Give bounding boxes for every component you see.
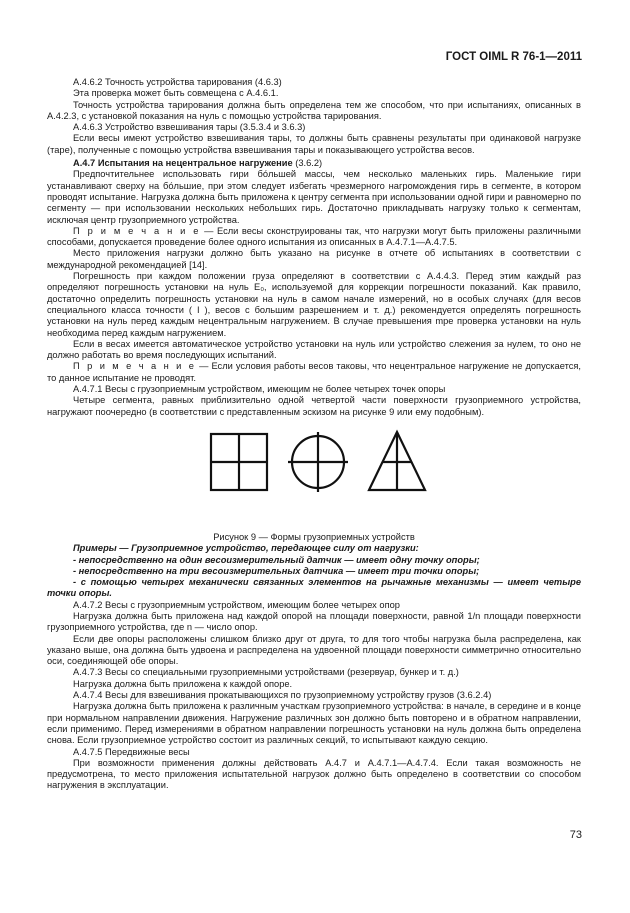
examples-title: Примеры — Грузоприемное устройство, передающее силу от нагрузки:: [73, 543, 419, 554]
paragraph: Если весы имеют устройство взвешивания тары, то должны быть сравнены результаты при одинаковой нагрузке (таре), полученные с помощью устройства взвешивания тары и показывающего устройства весов.: [47, 133, 581, 155]
page-number: 73: [569, 829, 582, 841]
circle-shape-icon: [288, 432, 348, 492]
paragraph: Нагрузка должна быть приложена к различным участкам грузоприемного устройства: в начале, в середине и в конце при нормальном направлении движения. Нагружение различных зон должно быть повторено и в обратном направлении, если применимо. Перед измерениями в обратном направлении погрешность установки на нуль должна быть определена снова. Если грузоприемное устройство состоит из различных секций, то испытывают каждую секцию.: [47, 701, 581, 746]
section-title: Испытания на нецентральное нагружение: [97, 158, 293, 169]
figure-9: [47, 428, 581, 532]
clause-a462-heading: А.4.6.2 Точность устройства тарирования (4.6.3): [73, 77, 282, 87]
section-ref: (3.6.2): [292, 158, 323, 169]
paragraph: Погрешность при каждом положении груза определяют в соответствии с А.4.4.3. Перед этим каждый раз определяют погрешность установки на нуль E₀, используемой для коррекции погрешности показаний. Как правило, достаточно определить погрешность установки на нуль в самом начале измерений, но в особых случаях (для весов специального класса точности ( I ), весов с большим разрешением и т. д.) рекомендуется определять погрешность установки на нуль перед каждым нецентральным нагружением. В случае превышения mpe проверка установки на нуль необходима перед каждым нагружением.: [47, 271, 581, 338]
triangle-shape-icon: [369, 432, 425, 490]
note-text: — Если условия работы весов таковы, что нецентральное нагружение не допускается, то данное испытание не проводят.: [47, 361, 581, 383]
document-header: ГОСТ OIML R 76-1—2011: [445, 51, 582, 63]
example-item: - с помощью четырех механически связанных элементов на рычажные механизмы — имеет четыре точки опоры.: [47, 577, 581, 599]
note-1: [47, 226, 581, 249]
clause-a471-heading: А.4.7.1 Весы с грузоприемным устройством, имеющим не более четырех точек опоры: [73, 384, 446, 395]
paragraph: Нагрузка должна быть приложена над каждой опорой на площади поверхности, равной 1/n площади поверхности грузоприемного устройства, где n — число опор.: [47, 610, 581, 633]
paragraph: Эта проверка может быть совмещена с А.4.6.1.: [73, 88, 279, 99]
paragraph: Точность устройства тарирования должна быть определена тем же способом, что при испытаниях, описанных в А.4.2.3, с установкой показания на нуль с помощью устройства тарирования.: [47, 99, 581, 121]
paragraph: Четыре сегмента, равных приблизительно одной четвертой части поверхности грузоприемного устройства, нагружают поочередно (в соответствии с представленным эскизом на рисунке 9 или ему подобным).: [47, 395, 581, 417]
paragraph: Если в весах имеется автоматическое устройство установки на нуль или устройство слежения за нулем, то оно не должно работать во время последующих испытаний.: [47, 338, 581, 361]
square-shape-icon: [211, 434, 267, 490]
paragraph: Место приложения нагрузки должно быть указано на рисунке в отчете об испытаниях в соответствии с международной рекомендацией [14].: [47, 248, 581, 270]
clause-a463-heading: А.4.6.3 Устройство взвешивания тары (3.5.3.4 и 3.6.3): [73, 122, 306, 133]
paragraph: Нагрузка должна быть приложена к каждой опоре.: [73, 678, 293, 689]
section-a47-heading: [47, 158, 581, 169]
note-2: [47, 361, 581, 384]
section-number: А.4.7: [73, 158, 96, 169]
clause-a474-heading: А.4.7.4 Весы для взвешивания прокатывающихся по грузоприемному устройству грузов (3.6.2.4): [73, 690, 492, 701]
note-label: П р и м е ч а н и е: [73, 225, 201, 236]
examples-block: [47, 543, 581, 599]
paragraph: При возможности применения должны действовать А.4.7 и А.4.7.1—А.4.7.4. Если такая возможность не предусмотрена, то место приложения испытательной нагрузок должно быть определено в соответствии со способом нагружения в эксплуатации.: [47, 757, 581, 791]
clause-a475-heading: А.4.7.5 Передвижные весы: [73, 746, 190, 757]
paragraph: Предпочтительнее использовать гири бо́льшей массы, чем несколько маленьких гирь. Маленькие гири устанавливают сверху на бо́льшие, при этом следует избегать чрезмерного нагромождения гирь в сегменте, в котором проводят испытание. Нагрузка должна быть приложена к центру сегмента при использовании одной гири и равномерно по сегменту — при использовании нескольких небольших гирь. Достаточно прикладывать нагрузку только к сегментам, исключая центр грузоприемного устройства.: [47, 169, 581, 225]
paragraph: Если две опоры расположены слишком близко друг от друга, то для того чтобы нагрузка была распределена, как указано выше, она должна быть удвоена и распределена на удвоенной площади поверхности симметрично относительно оси, соединяющей обе опоры.: [47, 633, 581, 667]
clause-a473-heading: А.4.7.3 Весы со специальными грузоприемными устройствами (резервуар, бункер и т. д.): [73, 667, 459, 678]
note-label: П р и м е ч а н и е: [73, 361, 197, 372]
clause-a472-heading: А.4.7.2 Весы с грузоприемным устройством, имеющим более четырех опор: [73, 599, 400, 610]
example-item: - непосредственно на один весоизмерительный датчик — имеет одну точку опоры;: [73, 554, 480, 565]
page-body: [47, 77, 581, 792]
figure-caption: Рисунок 9 — Формы грузоприемных устройств: [213, 531, 415, 542]
load-receptor-shapes: [207, 428, 437, 494]
note-text: — Если весы сконструированы так, что нагрузки могут быть приложены различными способами, допускается проведение более одного испытания из описанных в А.4.7.1—А.4.7.5.: [47, 225, 581, 248]
example-item: - непосредственно на три весоизмерительных датчика — имеет три точки опоры;: [73, 565, 480, 576]
